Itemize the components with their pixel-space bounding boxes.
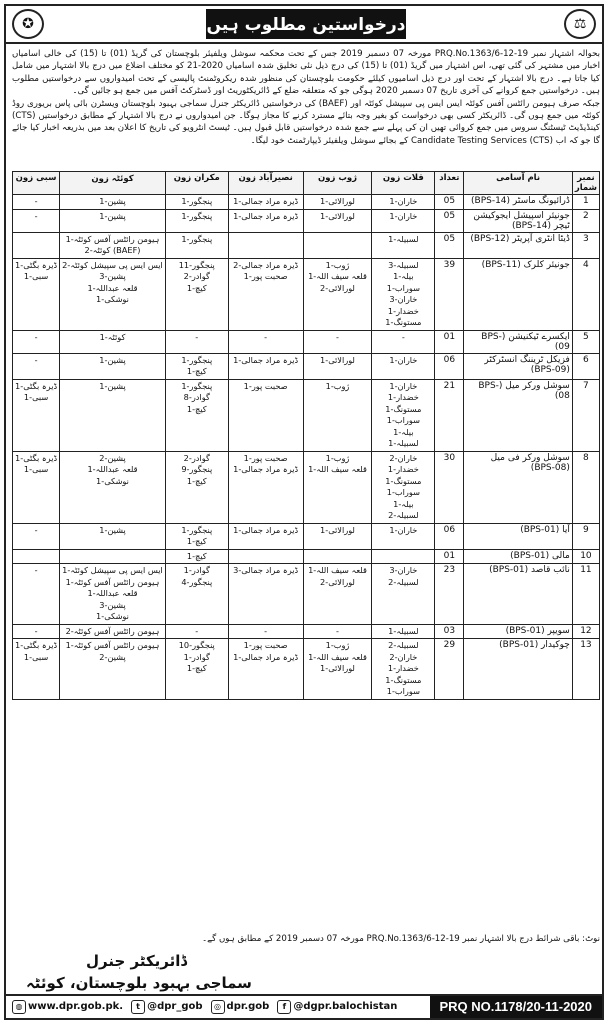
intro-paragraph-2: جبکہ صرف ہیومن رائٹس آفس کوئٹہ ایس ایس پی سپیشل کوئٹہ اور (BAEF) کی درخواستیں ڈائریکٹر جنرل سماجی بہبود بلوچستان ویسٹرن بائی پاس بریوری روڈ کوئٹہ میں جمع ہوں گی۔ ڈائریکٹر کسی بھی درخواست کو بغیر وجہ بتائے مسترد کرنے کا مجاز ہوگا۔ جن امیدواروں نے درج بالا اشتہار کے مطابق درخواستیں (CTS) کینڈیڈیٹ ٹیسٹنگ سروس میں جمع کروائی تھیں ان کی پہلے سے جمع شدہ درخواستیں قابل قبول ہیں۔ ٹیسٹ انٹرویو کی تاریخ کا اعلان بعد میں بذریعہ اخبار کیا جائے گا جو کہ اب Candidate Testing Services (CTS) کے بجائے سوشل ویلفیئر ڈیپارٹمنٹ خود لیگا۔ <box>12 98 600 146</box>
cell-entry: سبی-1 <box>23 651 49 662</box>
table-header-row <box>13 172 600 195</box>
cell-entry: لسبیلہ-2 <box>388 510 419 520</box>
kalat-cell <box>372 258 435 330</box>
facebook-text: @dgpr.balochistan <box>293 1001 398 1012</box>
post-cell: چوکیدار (BPS-01) <box>464 639 572 700</box>
cell-entry: کیچ-1 <box>186 282 207 293</box>
page-title: درخواستین مطلوب ہیں <box>206 9 406 39</box>
cell-entry: سوراب-1 <box>386 686 420 696</box>
count-cell: 05 <box>435 195 464 210</box>
cell-entry: - <box>34 331 38 342</box>
nasirabad-cell <box>228 258 303 330</box>
cell-entry: خاران-2 <box>389 651 418 662</box>
makran-cell <box>165 564 228 625</box>
cell-entry: پشین-3 <box>99 271 126 281</box>
makran-cell <box>165 624 228 639</box>
kalat-cell <box>372 639 435 700</box>
signatory: ڈائریکٹر جنرل <box>86 952 188 970</box>
serial-cell: 12 <box>572 624 599 639</box>
makran-cell <box>165 258 228 330</box>
cell-entry: نوشکی-1 <box>96 611 129 621</box>
post-cell: فزیکل ٹریننگ انسٹرکٹر (BPS-09) <box>464 353 572 379</box>
quetta-cell <box>60 232 166 258</box>
col-quetta: کوئٹہ زون <box>60 172 166 195</box>
sibi-cell <box>13 451 60 523</box>
cell-entry: سوراب-1 <box>386 487 420 497</box>
serial-cell: 4 <box>572 258 599 330</box>
serial-cell: 1 <box>572 195 599 210</box>
table-row <box>13 232 600 258</box>
quetta-cell <box>60 564 166 625</box>
quetta-cell <box>60 624 166 639</box>
count-cell: 06 <box>435 523 464 549</box>
count-cell: 21 <box>435 379 464 451</box>
col-count: تعداد <box>435 172 464 195</box>
count-cell: 05 <box>435 209 464 232</box>
sibi-cell <box>13 330 60 353</box>
zhob-cell <box>303 564 372 625</box>
header <box>6 6 602 44</box>
cell-entry: قلعہ سیف اللہ-1 <box>308 651 367 662</box>
cell-entry: قلعہ عبداللہ-1 <box>87 588 138 598</box>
count-cell: 05 <box>435 232 464 258</box>
facebook-link[interactable] <box>277 1000 397 1014</box>
government-logo: ✪ <box>12 9 44 39</box>
count-cell: 23 <box>435 564 464 625</box>
cell-entry: خضدار-1 <box>387 392 419 402</box>
cell-entry: - <box>264 331 268 342</box>
cell-entry: پنجگور-1 <box>181 354 213 365</box>
cell-entry: کیچ-1 <box>186 475 207 486</box>
sibi-cell <box>13 232 60 258</box>
cell-entry: ڈیرہ بگٹی-1 <box>15 452 58 463</box>
cell-entry: سبی-1 <box>23 271 49 281</box>
cell-entry: ژوب-1 <box>325 380 350 391</box>
cell-entry: مستونگ-1 <box>385 317 422 327</box>
cell-entry: خاران-3 <box>389 565 418 575</box>
kalat-cell <box>372 523 435 549</box>
col-sibi: سبی زون <box>13 172 60 195</box>
cell-entry: ڈیرہ مراد جمالی-3 <box>233 565 299 575</box>
cell-entry: خاران-1 <box>389 354 418 365</box>
cell-entry: لورالائی-1 <box>320 210 355 221</box>
makran-cell <box>165 195 228 210</box>
cell-entry: سبی-1 <box>23 464 49 474</box>
serial-cell: 7 <box>572 379 599 451</box>
quetta-cell <box>60 330 166 353</box>
zhob-cell <box>303 624 372 639</box>
table-body <box>13 195 600 700</box>
nasirabad-cell <box>228 379 303 451</box>
cell-entry: ڈیرہ بگٹی-1 <box>15 259 58 270</box>
cell-entry: خاران-3 <box>389 294 418 304</box>
makran-cell <box>165 639 228 700</box>
cell-entry: پنجگور-4 <box>181 576 213 587</box>
quetta-cell <box>60 523 166 549</box>
quetta-cell <box>60 258 166 330</box>
twitter-text: @dpr_gob <box>147 1001 203 1012</box>
quetta-cell <box>60 379 166 451</box>
serial-cell: 6 <box>572 353 599 379</box>
col-makran: مکران زون <box>165 172 228 195</box>
table-row <box>13 379 600 451</box>
facebook-icon: f <box>277 1000 291 1014</box>
website-text: www.dpr.gob.pk. <box>28 1001 124 1012</box>
cell-entry: سوراب-1 <box>386 415 420 425</box>
cell-entry: کیچ-1 <box>186 403 207 414</box>
kalat-cell <box>372 549 435 564</box>
social-links <box>6 1000 397 1014</box>
kalat-cell <box>372 195 435 210</box>
cell-entry: قلعہ عبداللہ-1 <box>87 464 138 474</box>
cell-entry: - <box>264 625 268 636</box>
cell-entry: پشین-1 <box>99 196 126 206</box>
cell-entry: - <box>34 196 38 206</box>
cell-entry: پشین-2 <box>99 452 126 463</box>
quetta-cell <box>60 549 166 564</box>
zhob-cell <box>303 232 372 258</box>
post-cell: ایکسرے ٹیکنیشن (BPS-09) <box>464 330 572 353</box>
serial-cell: 11 <box>572 564 599 625</box>
cell-entry: ہیومن رائٹس آفس کوئٹہ-1 <box>65 233 160 244</box>
sibi-cell <box>13 564 60 625</box>
serial-cell: 8 <box>572 451 599 523</box>
table-row <box>13 624 600 639</box>
globe-icon: ◍ <box>12 1000 26 1014</box>
instagram-icon: ◎ <box>211 1000 225 1014</box>
bottom-bar <box>6 994 602 1018</box>
website-link[interactable] <box>12 1000 123 1014</box>
kalat-cell <box>372 232 435 258</box>
table-row <box>13 549 600 564</box>
cell-entry: خاران-2 <box>389 452 418 463</box>
nasirabad-cell <box>228 330 303 353</box>
count-cell: 01 <box>435 330 464 353</box>
cell-entry: قلعہ سیف اللہ-1 <box>308 565 367 575</box>
serial-cell: 2 <box>572 209 599 232</box>
serial-cell: 3 <box>572 232 599 258</box>
cell-entry: سبی-1 <box>23 392 49 402</box>
sibi-cell <box>13 624 60 639</box>
instagram-text: dpr.gob <box>226 1001 270 1012</box>
nasirabad-cell <box>228 353 303 379</box>
count-cell: 30 <box>435 451 464 523</box>
col-post: نام آسامی <box>464 172 572 195</box>
cell-entry: صحبت پور-1 <box>243 452 288 463</box>
quetta-cell <box>60 353 166 379</box>
table-row <box>13 353 600 379</box>
post-cell: سویپر (BPS-01) <box>464 624 572 639</box>
table-row <box>13 451 600 523</box>
serial-cell: 13 <box>572 639 599 700</box>
cell-entry: ایس ایس پی سپیشل کوئٹہ-1 <box>62 565 163 575</box>
cell-entry: - <box>336 625 339 636</box>
zhob-cell <box>303 379 372 451</box>
sibi-cell <box>13 195 60 210</box>
post-cell: جونیئر اسپیشل ایجوکیشن ٹیچر (BPS-14) <box>464 209 572 232</box>
post-cell: سوشل ورکر میل (BPS-08) <box>464 379 572 451</box>
cell-entry: خاران-1 <box>389 196 418 206</box>
cell-entry: - <box>34 354 38 365</box>
makran-cell <box>165 232 228 258</box>
cell-entry: کیچ-1 <box>186 366 207 376</box>
cell-entry: - <box>34 524 38 535</box>
sibi-cell <box>13 353 60 379</box>
cell-entry: صحبت پور-1 <box>243 640 288 650</box>
serial-cell: 10 <box>572 549 599 564</box>
count-cell: 01 <box>435 549 464 564</box>
sibi-cell <box>13 523 60 549</box>
cell-entry: ڈیرہ مراد جمالی-1 <box>233 524 299 535</box>
nasirabad-cell <box>228 209 303 232</box>
cell-entry: خاران-1 <box>389 524 418 535</box>
makran-cell <box>165 330 228 353</box>
cell-entry: گوادر-1 <box>183 565 210 575</box>
cell-entry: ڈیرہ مراد جمالی-1 <box>233 196 299 206</box>
cell-entry: گوادر-2 <box>183 271 210 281</box>
instagram-link[interactable] <box>211 1000 270 1014</box>
cell-entry: لسبیلہ-1 <box>388 233 419 244</box>
cell-entry: لسبیلہ-2 <box>388 576 419 587</box>
cell-entry: پنجگور-1 <box>181 380 213 391</box>
sibi-cell <box>13 258 60 330</box>
makran-cell <box>165 379 228 451</box>
cell-entry: کوئٹہ-1 <box>99 331 126 342</box>
kalat-cell <box>372 564 435 625</box>
cell-entry: (BAEF) کوئٹہ-2 <box>84 245 141 255</box>
cell-entry: - <box>34 625 38 636</box>
kalat-cell <box>372 330 435 353</box>
sibi-cell <box>13 549 60 564</box>
cell-entry: پشین-1 <box>99 354 126 365</box>
zhob-cell <box>303 549 372 564</box>
nasirabad-cell <box>228 523 303 549</box>
sibi-cell <box>13 379 60 451</box>
zhob-cell <box>303 330 372 353</box>
table-row <box>13 209 600 232</box>
cell-entry: پشین-1 <box>99 524 126 535</box>
intro-text <box>12 48 600 168</box>
table-row <box>13 523 600 549</box>
quetta-cell <box>60 451 166 523</box>
count-cell: 29 <box>435 639 464 700</box>
cell-entry: لورالائی-2 <box>320 282 355 293</box>
post-cell: مالی (BPS-01) <box>464 549 572 564</box>
intro-paragraph-1: بحوالہ اشتہار نمبر PRQ.No.1363/6-12-19 مورخہ 07 دسمبر 2019 جس کے تحت محکمہ سوشل ویلفیئر بلوچستان کی گریڈ (01) تا (15) کی خالی اسامیاں اخبار میں مشتہر کی گئی تھی، اس اشتہار میں گریڈ (01) تا (15) کی درج ذیل نئی تخلیق شدہ اسامیاں 2020-21 کو مختلف اضلاع میں درج بالا اشتہار میں شامل کیا جاتا ہے۔ درج بالا اشتہار کے تحت اور درج ذیل اسامیوں کیلئے حکومت بلوچستان کی منظور شدہ ریکروٹمنٹ پالیسی کے تحت امیدواروں سے درخواستیں مطلوب ہیں۔ درخواستیں جمع کروانے کی آخری تاریخ 07 دسمبر 2020 ہوگی جو کہ متعلقہ ضلع کے ڈائریکٹوریٹ اور ڈسٹرکٹ آفس میں جمع ہو جائیں گی۔ <box>12 49 600 97</box>
col-serial: نمبر شمار <box>572 172 599 195</box>
zhob-cell <box>303 258 372 330</box>
cell-entry: - <box>195 625 199 636</box>
kalat-cell <box>372 451 435 523</box>
sibi-cell <box>13 639 60 700</box>
cell-entry: ڈیرہ مراد جمالی-2 <box>233 259 299 270</box>
zhob-cell <box>303 195 372 210</box>
cell-entry: خاران-1 <box>389 210 418 221</box>
cell-entry: نوشکی-1 <box>96 294 129 304</box>
cell-entry: لورالائی-1 <box>320 354 355 365</box>
count-cell: 06 <box>435 353 464 379</box>
cell-entry: پشین-2 <box>99 651 126 662</box>
department-name: سماجی بہبود بلوچستان، کوئٹہ <box>26 974 252 992</box>
prq-number: PRQ NO.1178/20-11-2020 <box>430 996 603 1018</box>
kalat-cell <box>372 379 435 451</box>
makran-cell <box>165 451 228 523</box>
serial-cell: 5 <box>572 330 599 353</box>
post-cell: نائب قاصد (BPS-01) <box>464 564 572 625</box>
count-cell: 39 <box>435 258 464 330</box>
kalat-cell <box>372 624 435 639</box>
cell-entry: قلعہ سیف اللہ-1 <box>308 464 367 474</box>
makran-cell <box>165 209 228 232</box>
cell-entry: خضدار-1 <box>387 663 419 673</box>
cell-entry: ڈیرہ مراد جمالی-1 <box>233 210 299 221</box>
cell-entry: - <box>34 210 38 221</box>
cell-entry: ہیومن رائٹس آفس کوئٹہ-1 <box>65 640 160 650</box>
sibi-cell <box>13 209 60 232</box>
post-cell: ڈرائیونگ ماسٹر (BPS-14) <box>464 195 572 210</box>
footer-note: نوٹ: باقی شرائط درج بالا اشتہار نمبر PRQ.No.1363/6-12-19 مورخہ 07 دسمبر 2019 کے مطابق ہوں گے۔ <box>202 934 600 944</box>
cell-entry: گوادر-8 <box>183 392 210 402</box>
cell-entry: صحبت پور-1 <box>243 380 288 391</box>
cell-entry: پنجگور-1 <box>181 196 213 206</box>
nasirabad-cell <box>228 564 303 625</box>
cell-entry: بیلہ-1 <box>393 498 414 509</box>
cell-entry: صحبت پور-1 <box>243 271 288 281</box>
post-cell: سوشل ورکر فی میل (BPS-08) <box>464 451 572 523</box>
cell-entry: لسبیلہ-1 <box>388 438 419 448</box>
cell-entry: لورالائی-1 <box>320 196 355 206</box>
cell-entry: ہیومن رائٹس آفس کوئٹہ-1 <box>65 576 160 587</box>
cell-entry: ڈیرہ مراد جمالی-1 <box>233 464 299 474</box>
cell-entry: ژوب-1 <box>325 452 350 463</box>
cell-entry: ڈیرہ بگٹی-1 <box>15 380 58 391</box>
cell-entry: مستونگ-1 <box>385 475 422 486</box>
cell-entry: خضدار-1 <box>387 464 419 474</box>
makran-cell <box>165 523 228 549</box>
cell-entry: پشین-1 <box>99 380 126 391</box>
cell-entry: ایس ایس پی سپیشل کوئٹہ-2 <box>62 259 163 270</box>
nasirabad-cell <box>228 639 303 700</box>
post-cell: ڈیٹا انٹری آپریٹر (BPS-12) <box>464 232 572 258</box>
cell-entry: خاران-1 <box>389 380 418 391</box>
advertisement-page <box>4 4 604 1020</box>
kalat-cell <box>372 353 435 379</box>
quetta-cell <box>60 209 166 232</box>
cell-entry: ژوب-1 <box>325 259 350 270</box>
twitter-link[interactable] <box>131 1000 202 1014</box>
cell-entry: ہیومن رائٹس آفس کوئٹہ-2 <box>65 625 160 636</box>
zhob-cell <box>303 451 372 523</box>
cell-entry: - <box>195 331 199 342</box>
vacancy-table <box>12 171 600 700</box>
table-row <box>13 258 600 330</box>
cell-entry: پنجگور-1 <box>181 233 213 244</box>
cell-entry: سوراب-1 <box>386 282 420 293</box>
cell-entry: خضدار-1 <box>387 305 419 316</box>
cell-entry: ڈیرہ مراد جمالی-1 <box>233 651 299 662</box>
kalat-cell <box>372 209 435 232</box>
cell-entry: ڈیرہ بگٹی-1 <box>15 640 58 650</box>
table-row <box>13 195 600 210</box>
quetta-cell <box>60 639 166 700</box>
cell-entry: لورالائی-2 <box>320 576 355 587</box>
col-zhob: ژوب زون <box>303 172 372 195</box>
col-kalat: قلات زون <box>372 172 435 195</box>
col-nasirabad: نصیرآباد زون <box>228 172 303 195</box>
cell-entry: قلعہ سیف اللہ-1 <box>308 271 367 281</box>
cell-entry: گوادر-2 <box>183 452 210 463</box>
cell-entry: کیچ-1 <box>186 536 207 546</box>
nasirabad-cell <box>228 451 303 523</box>
post-cell: آیا (BPS-01) <box>464 523 572 549</box>
cell-entry: گوادر-1 <box>183 651 210 662</box>
cell-entry: پنجگور-11 <box>178 259 215 270</box>
table-row <box>13 639 600 700</box>
cell-entry: لسبیلہ-3 <box>388 259 419 270</box>
quetta-cell <box>60 195 166 210</box>
cell-entry: پنجگور-9 <box>181 464 213 474</box>
makran-cell <box>165 353 228 379</box>
cell-entry: پنجگور-10 <box>178 640 215 650</box>
cell-entry: کیچ-1 <box>186 663 207 673</box>
nasirabad-cell <box>228 195 303 210</box>
table-row <box>13 330 600 353</box>
zhob-cell <box>303 523 372 549</box>
cell-entry: پنجگور-1 <box>181 524 213 535</box>
zhob-cell <box>303 353 372 379</box>
cell-entry: ڈیرہ مراد جمالی-1 <box>233 354 299 365</box>
zhob-cell <box>303 209 372 232</box>
nasirabad-cell <box>228 549 303 564</box>
cell-entry: پشین-3 <box>99 599 126 610</box>
makran-cell <box>165 549 228 564</box>
cell-entry: پشین-1 <box>99 210 126 221</box>
twitter-icon: t <box>131 1000 145 1014</box>
cell-entry: - <box>336 331 339 342</box>
nasirabad-cell <box>228 624 303 639</box>
cell-entry: بیلہ-1 <box>393 271 414 281</box>
cell-entry: قلعہ عبداللہ-1 <box>87 282 138 293</box>
cell-entry: مستونگ-1 <box>385 674 422 685</box>
department-logo: ⚖ <box>564 9 596 39</box>
cell-entry: نوشکی-1 <box>96 475 129 486</box>
cell-entry: کیچ-1 <box>186 550 207 561</box>
nasirabad-cell <box>228 232 303 258</box>
table-row <box>13 564 600 625</box>
cell-entry: ژوب-1 <box>325 640 350 650</box>
cell-entry: لسبیلہ-2 <box>388 640 419 650</box>
count-cell: 03 <box>435 624 464 639</box>
serial-cell: 9 <box>572 523 599 549</box>
cell-entry: - <box>401 331 405 342</box>
zhob-cell <box>303 639 372 700</box>
cell-entry: بیلہ-1 <box>393 426 414 437</box>
cell-entry: مستونگ-1 <box>385 403 422 414</box>
post-cell: جونیئر کلرک (BPS-11) <box>464 258 572 330</box>
cell-entry: لسبیلہ-1 <box>388 625 419 636</box>
cell-entry: لورالائی-1 <box>320 663 355 673</box>
cell-entry: پنجگور-1 <box>181 210 213 221</box>
cell-entry: لورالائی-1 <box>320 524 355 535</box>
cell-entry: - <box>34 565 38 575</box>
